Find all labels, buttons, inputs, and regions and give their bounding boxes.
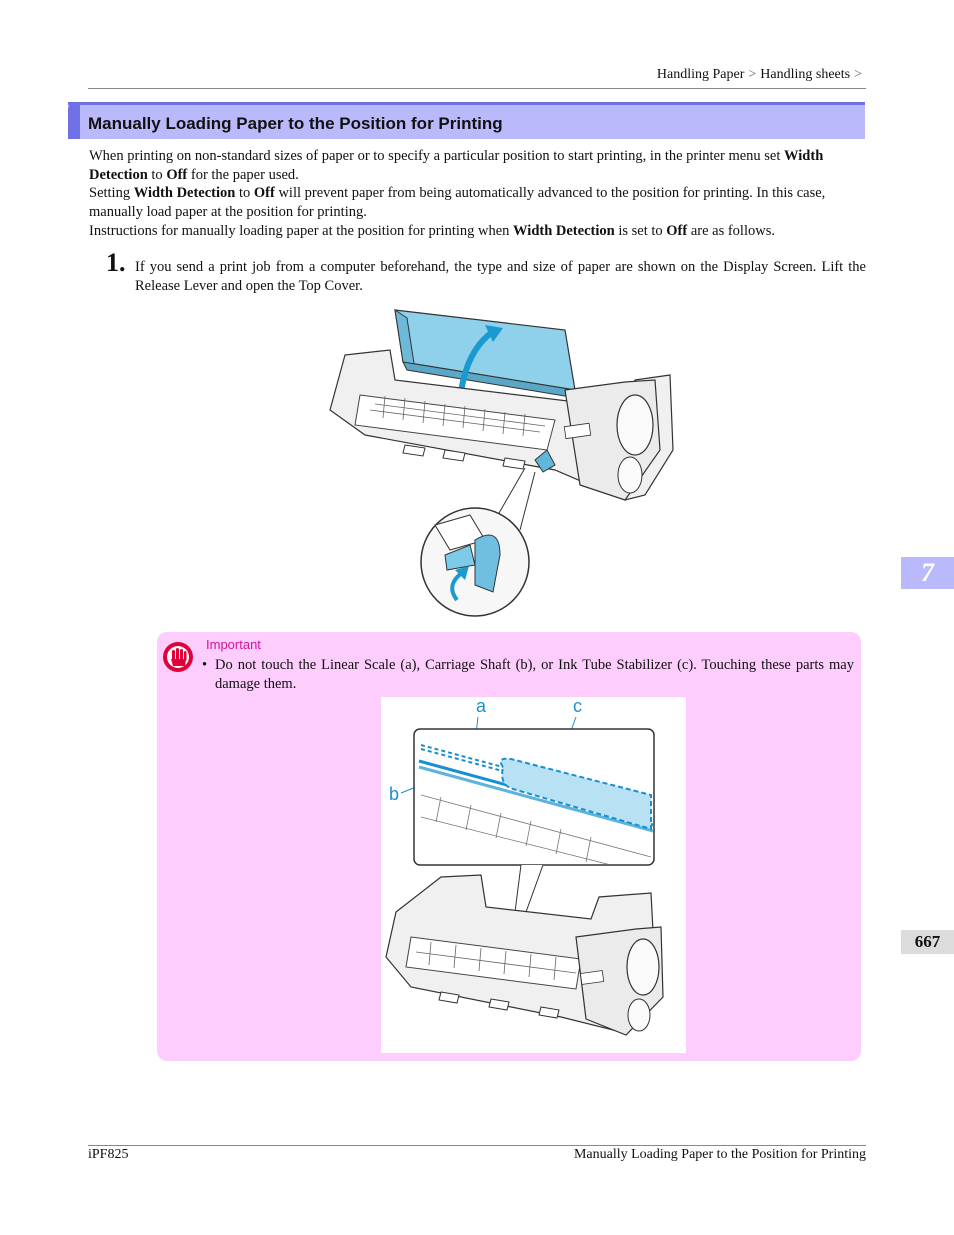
breadcrumb-handling-paper[interactable]: Handling Paper [656,67,745,82]
footer-section-title: Manually Loading Paper to the Position for Printing [573,1147,866,1162]
footer-model: iPF825 [88,1147,129,1162]
intro-paragraph-3: Instructions for manually loading paper at the position for printing when Width Detection is set to Off are as follows. [89,223,775,239]
callout-c: c [573,697,582,716]
section-header [68,102,865,139]
linear-scale-carriage-illustration [381,697,686,1053]
section-accent [68,102,80,139]
callout-b: b [389,784,400,804]
intro-paragraph-2: Setting Width Detection to Off will prevent paper from being automatically advanced to the position for printing. In this case, manually load paper at the position for printing. [89,185,826,220]
callout-a: a [476,697,487,716]
setting-width-detection: Width Detection [89,148,824,183]
important-label: Important [206,637,261,652]
setting-off: Off [166,167,188,183]
section-title: Manually Loading Paper to the Position for Printing [88,114,503,133]
step-number: 1. [106,248,126,277]
breadcrumb [657,67,866,83]
important-text: Do not touch the Linear Scale (a), Carriage Shaft (b), or Ink Tube Stabilizer (c). Touching these parts may damage them. [215,657,854,692]
hand-stop-icon [162,641,194,673]
step-text: If you send a print job from a computer beforehand, the type and size of paper are shown on the Display Screen. Lift the Release Lever and open the Top Cover. [135,259,866,294]
breadcrumb-separator: > [748,67,757,82]
important-note-box [157,632,861,1061]
footer-rule [88,1145,866,1146]
printer-top-cover-illustration [325,300,677,620]
chapter-tab[interactable]: 7 [901,557,954,589]
breadcrumb-trail: > [854,67,862,82]
intro-paragraph-1: When printing on non-standard sizes of paper or to specify a particular position to start printing, in the printer menu set Width Detection to Off for the paper used. [89,148,824,183]
bullet-marker: • [202,657,208,673]
breadcrumb-handling-sheets[interactable]: Handling sheets [760,67,851,82]
header-rule [88,88,866,89]
page-number-tab: 667 [901,930,954,954]
